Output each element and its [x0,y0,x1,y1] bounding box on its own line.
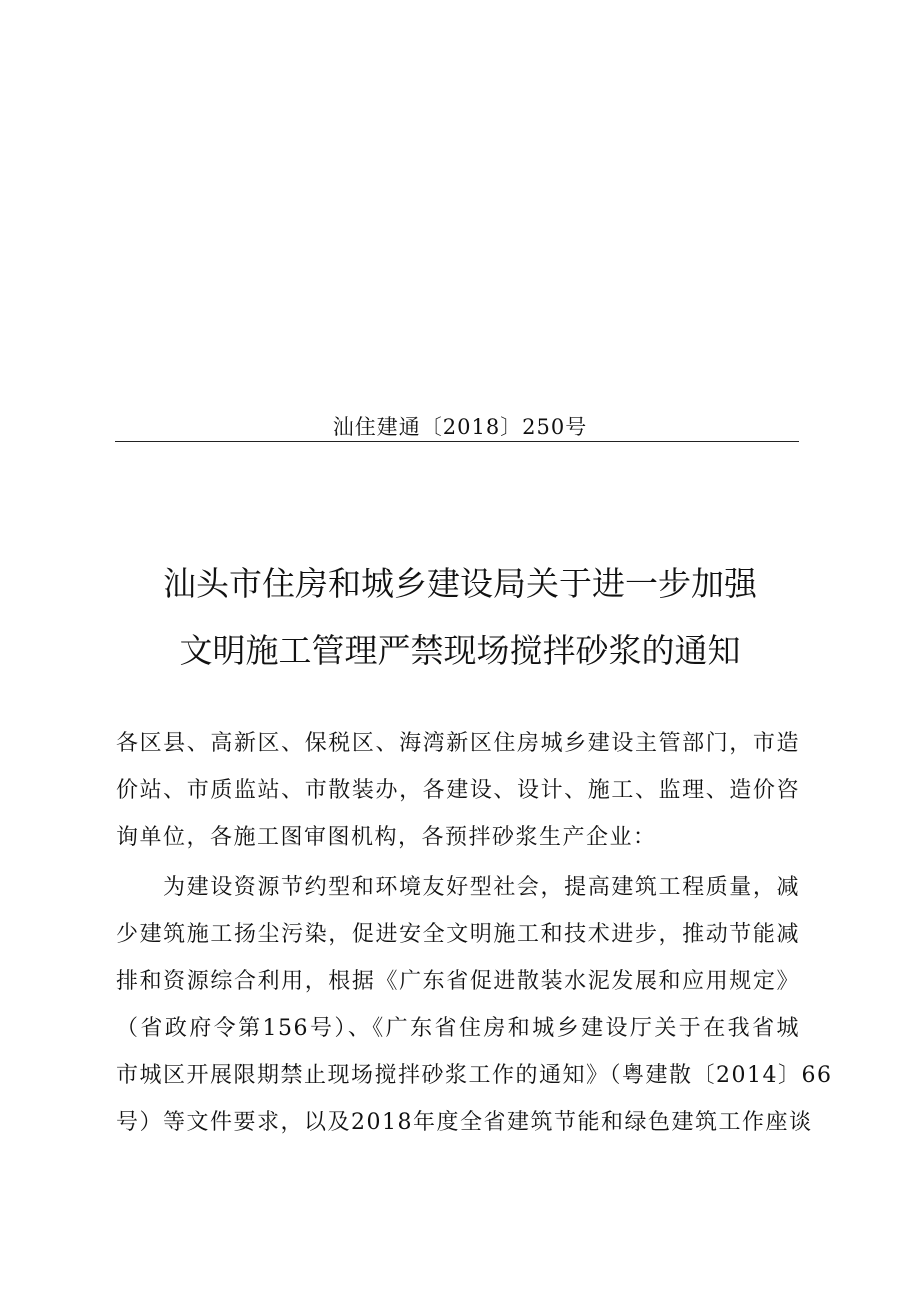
addressee-line-3: 询单位，各施工图审图机构，各预拌砂浆生产企业： [116,825,657,850]
header-divider [115,441,799,442]
body-line-4: （省政府令第156号）、《广东省住房和城乡建设厅关于在我省城 [116,1016,800,1041]
document-number: 汕住建通〔2018〕250号 [332,415,588,439]
body-line-5: 市城区开展限期禁止现场搅拌砂浆工作的通知》（粤建散〔2014〕66 [116,1063,833,1088]
title-line-1: 汕头市住房和城乡建设局关于进一步加强 [163,564,757,603]
body-line-3: 排和资源综合利用，根据《广东省促进散装水泥发展和应用规定》 [116,969,800,994]
addressee-line-2: 价站、市质监站、市散装办，各建设、设计、施工、监理、造价咨 [116,778,800,803]
body-line-1: 为建设资源节约型和环境友好型社会，提高建筑工程质量，减 [163,875,800,900]
body-line-6: 号）等文件要求，以及2018年度全省建筑节能和绿色建筑工作座谈 [116,1110,813,1135]
body-line-2: 少建筑施工扬尘污染，促进安全文明施工和技术进步，推动节能减 [116,922,800,947]
title-line-2: 文明施工管理严禁现场搅拌砂浆的通知 [179,631,741,670]
addressee-line-1: 各区县、高新区、保税区、海湾新区住房城乡建设主管部门，市造 [116,731,800,756]
